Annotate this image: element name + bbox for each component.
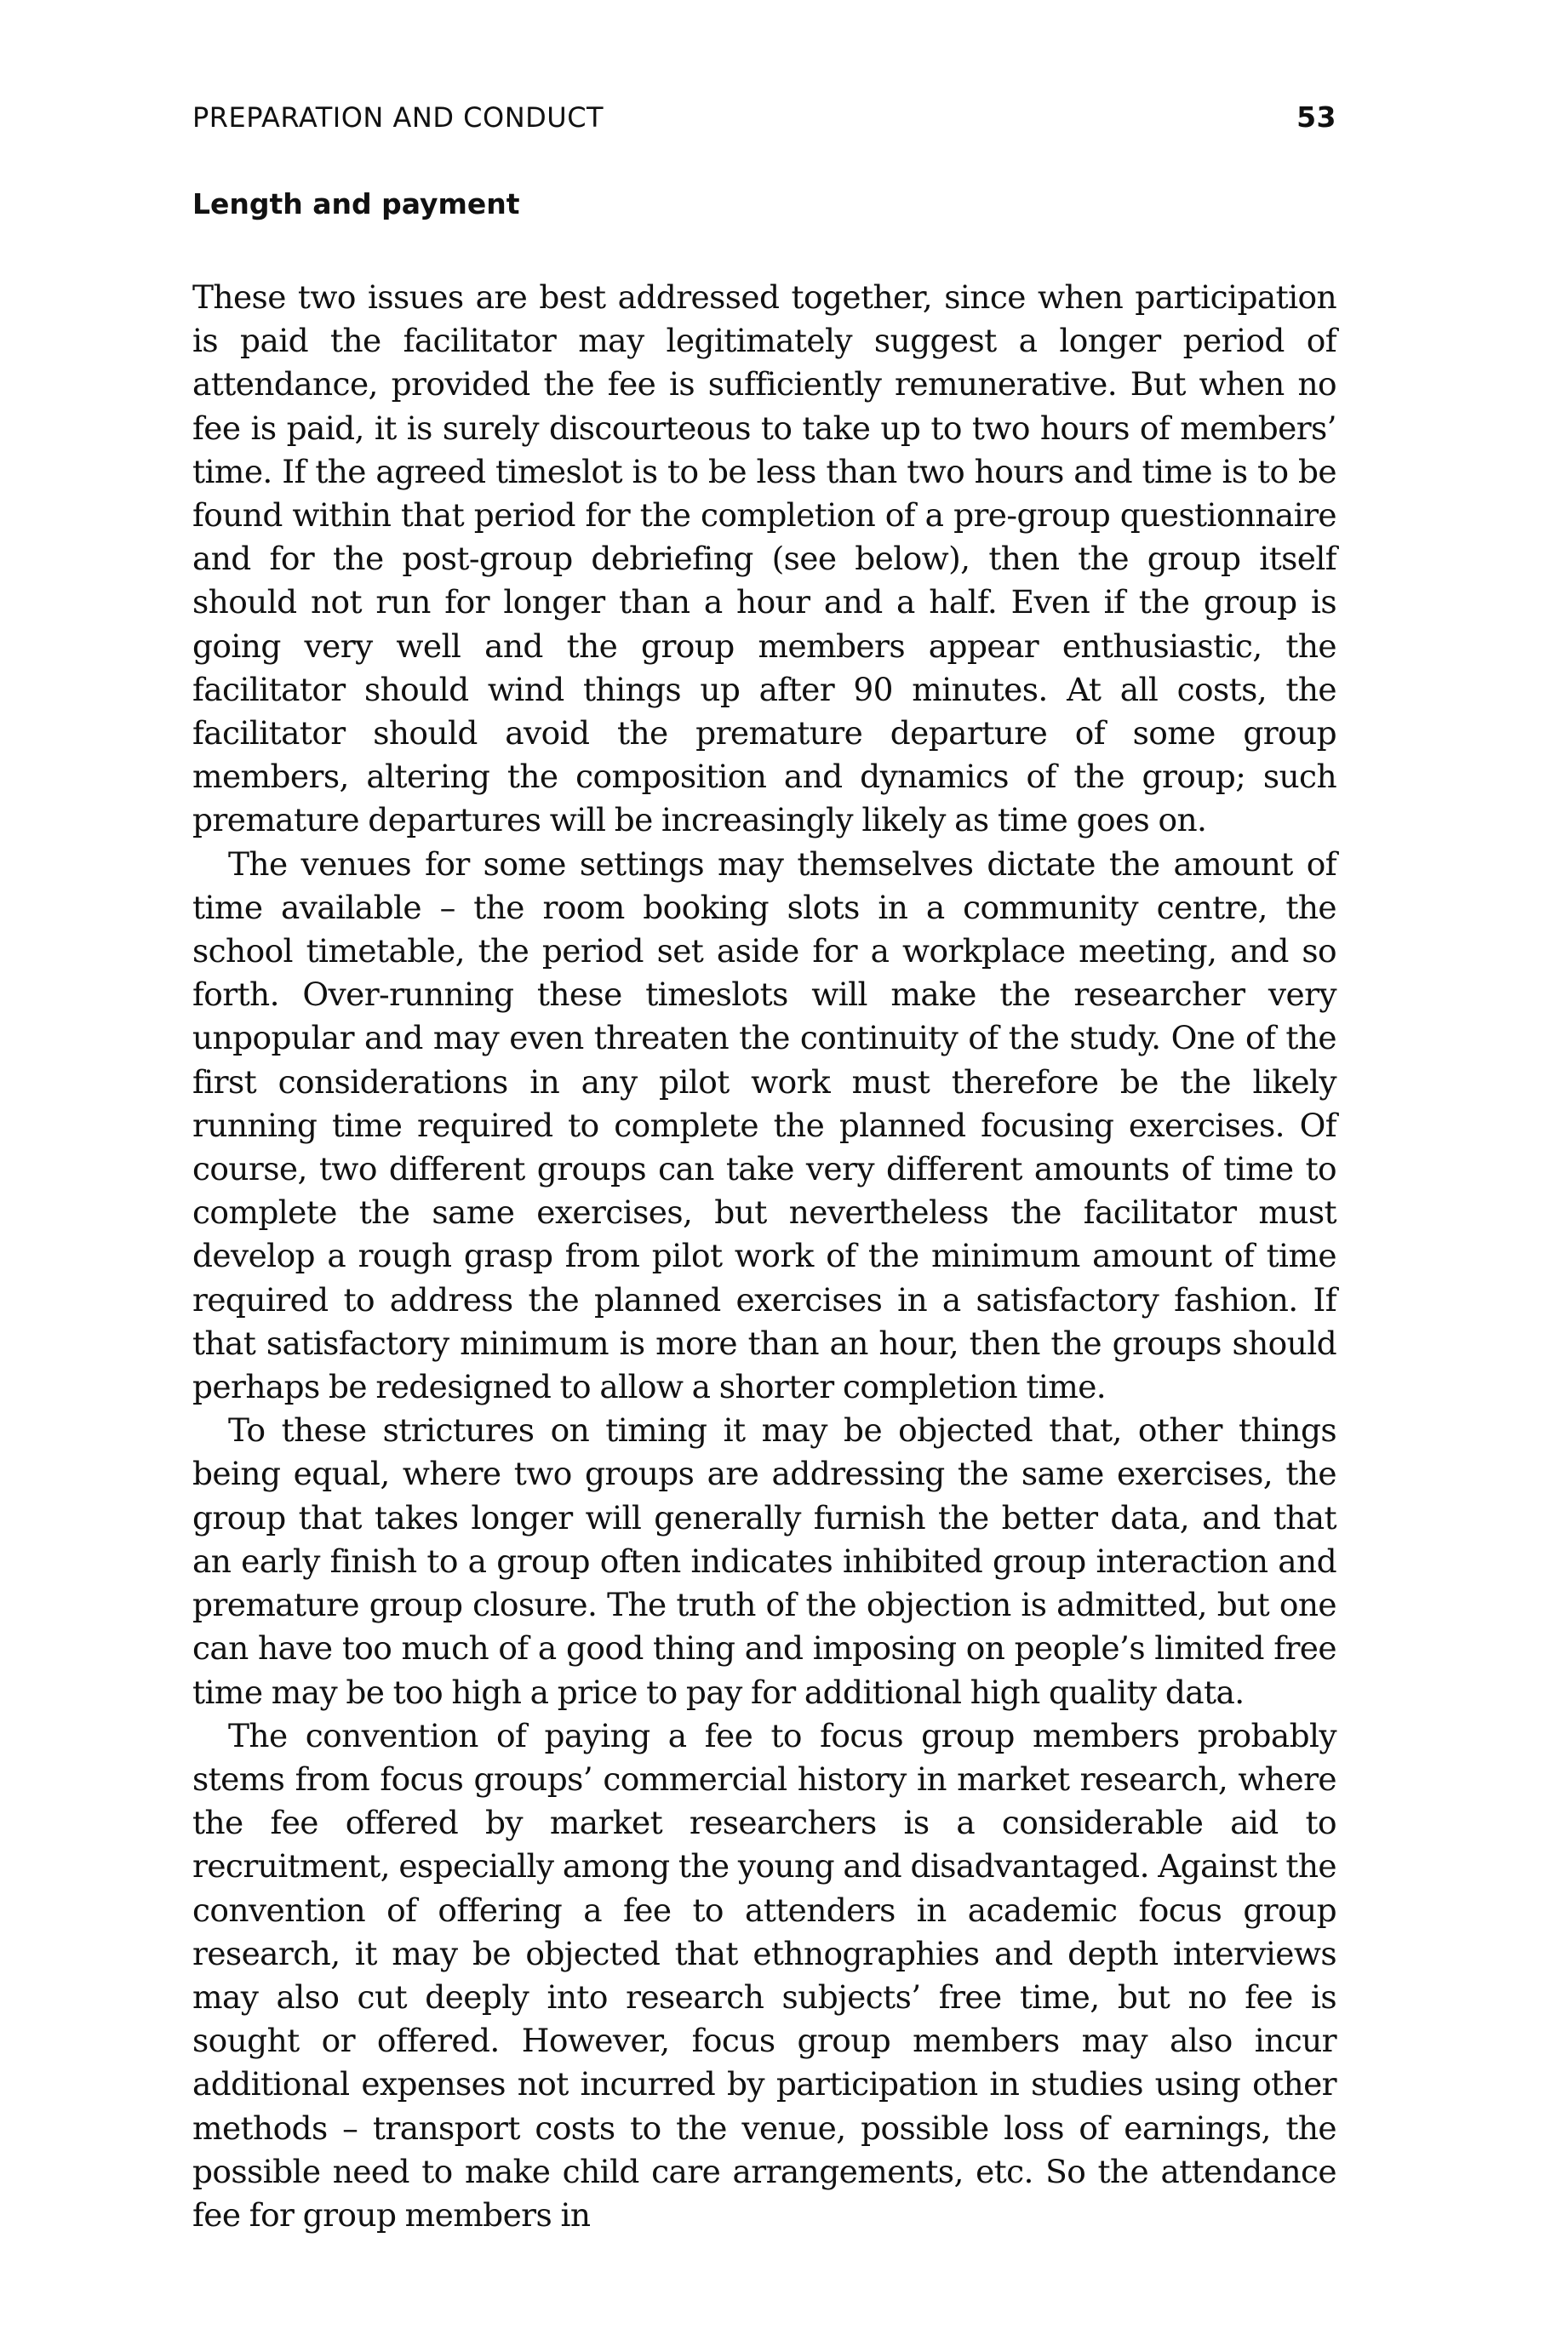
paragraph: The convention of paying a fee to focus group members probably stems from focus groups’ commercial history in market research, where the fee offered by market researchers is a considerable aid to recruitment, especially among the young and disadvantaged. Against the convention of offering a fee to attenders in academic focus group research, it may be objected that ethnographies and depth interviews may also cut deeply into research subjects’ free time, but no fee is sought or offered. However, focus group members may also incur additional expenses not incurred by participation in studies using other methods – transport costs to the venue, possible loss of earnings, the possible need to make child care arrangements, etc. So the attendance fee for group members in xyxy=(192,1716,1336,2234)
book-page xyxy=(192,100,1336,2237)
body-text xyxy=(192,276,1336,2237)
running-head xyxy=(192,100,1336,138)
paragraph: The venues for some settings may themselves dictate the amount of time available – the room booking slots in a community centre, the school timetable, the period set aside for a workplace meeting, and so forth. Over-running these timeslots will make the researcher very unpopular and may even threaten the continuity of the study. One of the first considerations in any pilot work must therefore be the likely running time required to complete the planned focusing exercises. Of course, two different groups can take very different amounts of time to complete the same exercises, but nevertheless the facilitator must develop a rough grasp from pilot work of the minimum amount of time required to address the planned exercises in a satisfactory fashion. If that satisfactory minimum is more than an hour, then the groups should perhaps be redesigned to allow a shorter completion time. xyxy=(192,844,1336,1406)
running-head-title: PREPARATION AND CONDUCT xyxy=(192,101,604,134)
paragraph: To these strictures on timing it may be objected that, other things being equal, where two groups are addressing the same exercises, the group that takes longer will generally furnish the better data, and that an early finish to a group often indicates inhibited group interaction and premature group closure. The truth of the objection is admitted, but one can have too much of a good thing and imposing on people’s limited free time may be too high a price to pay for additional high quality data. xyxy=(192,1411,1336,1711)
section-heading: Length and payment xyxy=(192,187,520,220)
paragraph: These two issues are best addressed together, since when participation is paid the facilitator may legitimately suggest a longer period of attendance, provided the fee is sufficiently remunerative. But when no fee is paid, it is surely discourteous to take up to two hours of members’ time. If the agreed timeslot is to be less than two hours and time is to be found within that period for the completion of a pre-group questionnaire and for the post-group debriefing (see below), then the group itself should not run for longer than a hour and a half. Even if the group is going very well and the group members appear enthusiastic, the facilitator should wind things up after 90 minutes. At all costs, the facilitator should avoid the premature departure of some group members, altering the composition and dynamics of the group; such premature departures will be increasingly likely as time goes on. xyxy=(192,278,1336,839)
page-number: 53 xyxy=(1296,100,1336,134)
